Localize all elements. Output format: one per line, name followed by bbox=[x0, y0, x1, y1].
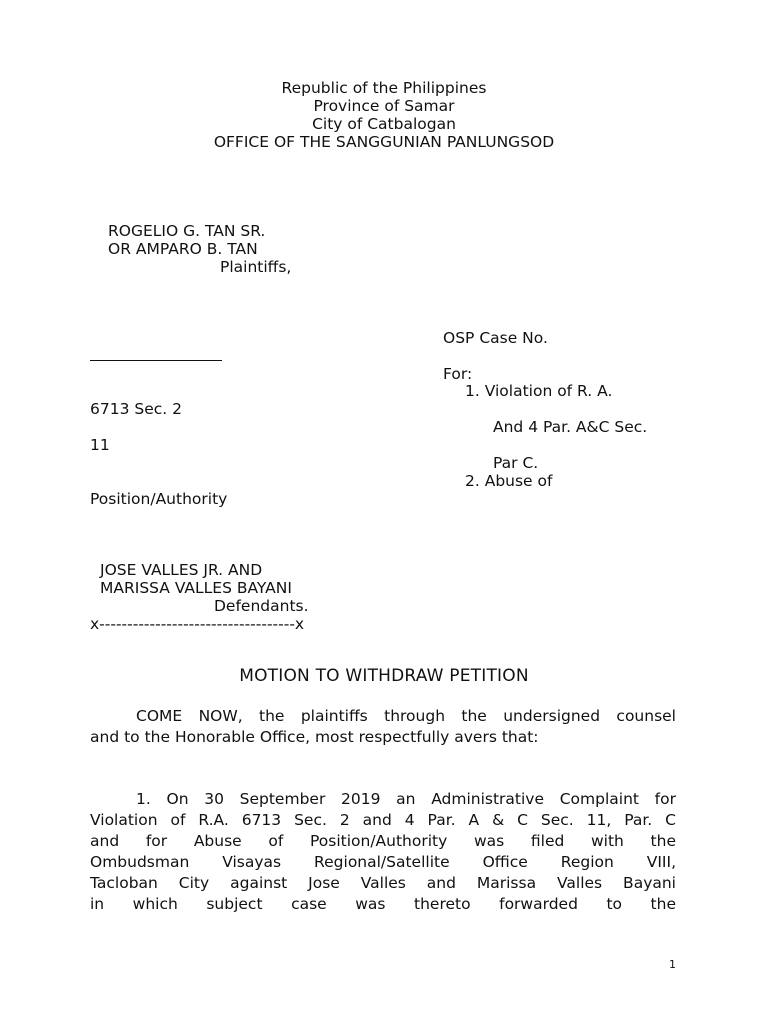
charge-item-2: 2. Abuse of bbox=[465, 472, 553, 490]
header-city: City of Catbalogan bbox=[312, 115, 456, 133]
header-republic: Republic of the Philippines bbox=[281, 79, 487, 97]
for-label: For: bbox=[443, 365, 473, 383]
paragraph-1-line-6: in which subject case was thereto forwarded to the bbox=[90, 895, 676, 913]
paragraph-1-line-5: Tacloban City against Jose Valles and Marissa Valles Bayani bbox=[90, 874, 676, 892]
page-number: 1 bbox=[669, 958, 676, 971]
charge-item-1-cont: And 4 Par. A&C Sec. bbox=[493, 418, 648, 436]
charge-item-2-left: Position/Authority bbox=[90, 490, 228, 508]
intro-paragraph bbox=[90, 706, 676, 748]
plaintiffs-label: Plaintiffs, bbox=[220, 258, 292, 276]
defendant-name-1: JOSE VALLES JR. AND bbox=[100, 561, 263, 579]
header-province: Province of Samar bbox=[313, 97, 455, 115]
defendants-label: Defendants. bbox=[214, 597, 309, 615]
osp-case-number: OSP Case No. bbox=[443, 329, 548, 347]
document-title: MOTION TO WITHDRAW PETITION bbox=[239, 666, 529, 686]
intro-line-2: and to the Honorable Office, most respectfully avers that: bbox=[90, 728, 539, 746]
intro-line-1: COME NOW, the plaintiffs through the undersigned counsel bbox=[136, 707, 676, 725]
charge-item-1-left: 6713 Sec. 2 bbox=[90, 400, 182, 418]
paragraph-1-line-2: Violation of R.A. 6713 Sec. 2 and 4 Par. A & C Sec. 11, Par. C bbox=[90, 811, 676, 829]
header-office: OFFICE OF THE SANGGUNIAN PANLUNGSOD bbox=[213, 133, 555, 151]
charge-item-1-cont-2: Par C. bbox=[493, 454, 539, 472]
plaintiff-name-2: OR AMPARO B. TAN bbox=[108, 240, 258, 258]
charge-item-1: 1. Violation of R. A. bbox=[465, 382, 613, 400]
paragraph-1-line-4: Ombudsman Visayas Regional/Satellite Office Region VIII, bbox=[90, 853, 676, 871]
paragraph-1-line-3: and for Abuse of Position/Authority was filed with the bbox=[90, 832, 676, 850]
caption-separator: x-----------------------------------x bbox=[90, 615, 305, 633]
paragraph-1 bbox=[90, 789, 676, 915]
paragraph-1-line-1: 1. On 30 September 2019 an Administrative Complaint for bbox=[136, 790, 676, 808]
signature-line bbox=[90, 360, 222, 361]
defendant-name-2: MARISSA VALLES BAYANI bbox=[100, 579, 292, 597]
charge-item-1-left-2: 11 bbox=[90, 436, 110, 454]
plaintiff-name-1: ROGELIO G. TAN SR. bbox=[108, 222, 266, 240]
